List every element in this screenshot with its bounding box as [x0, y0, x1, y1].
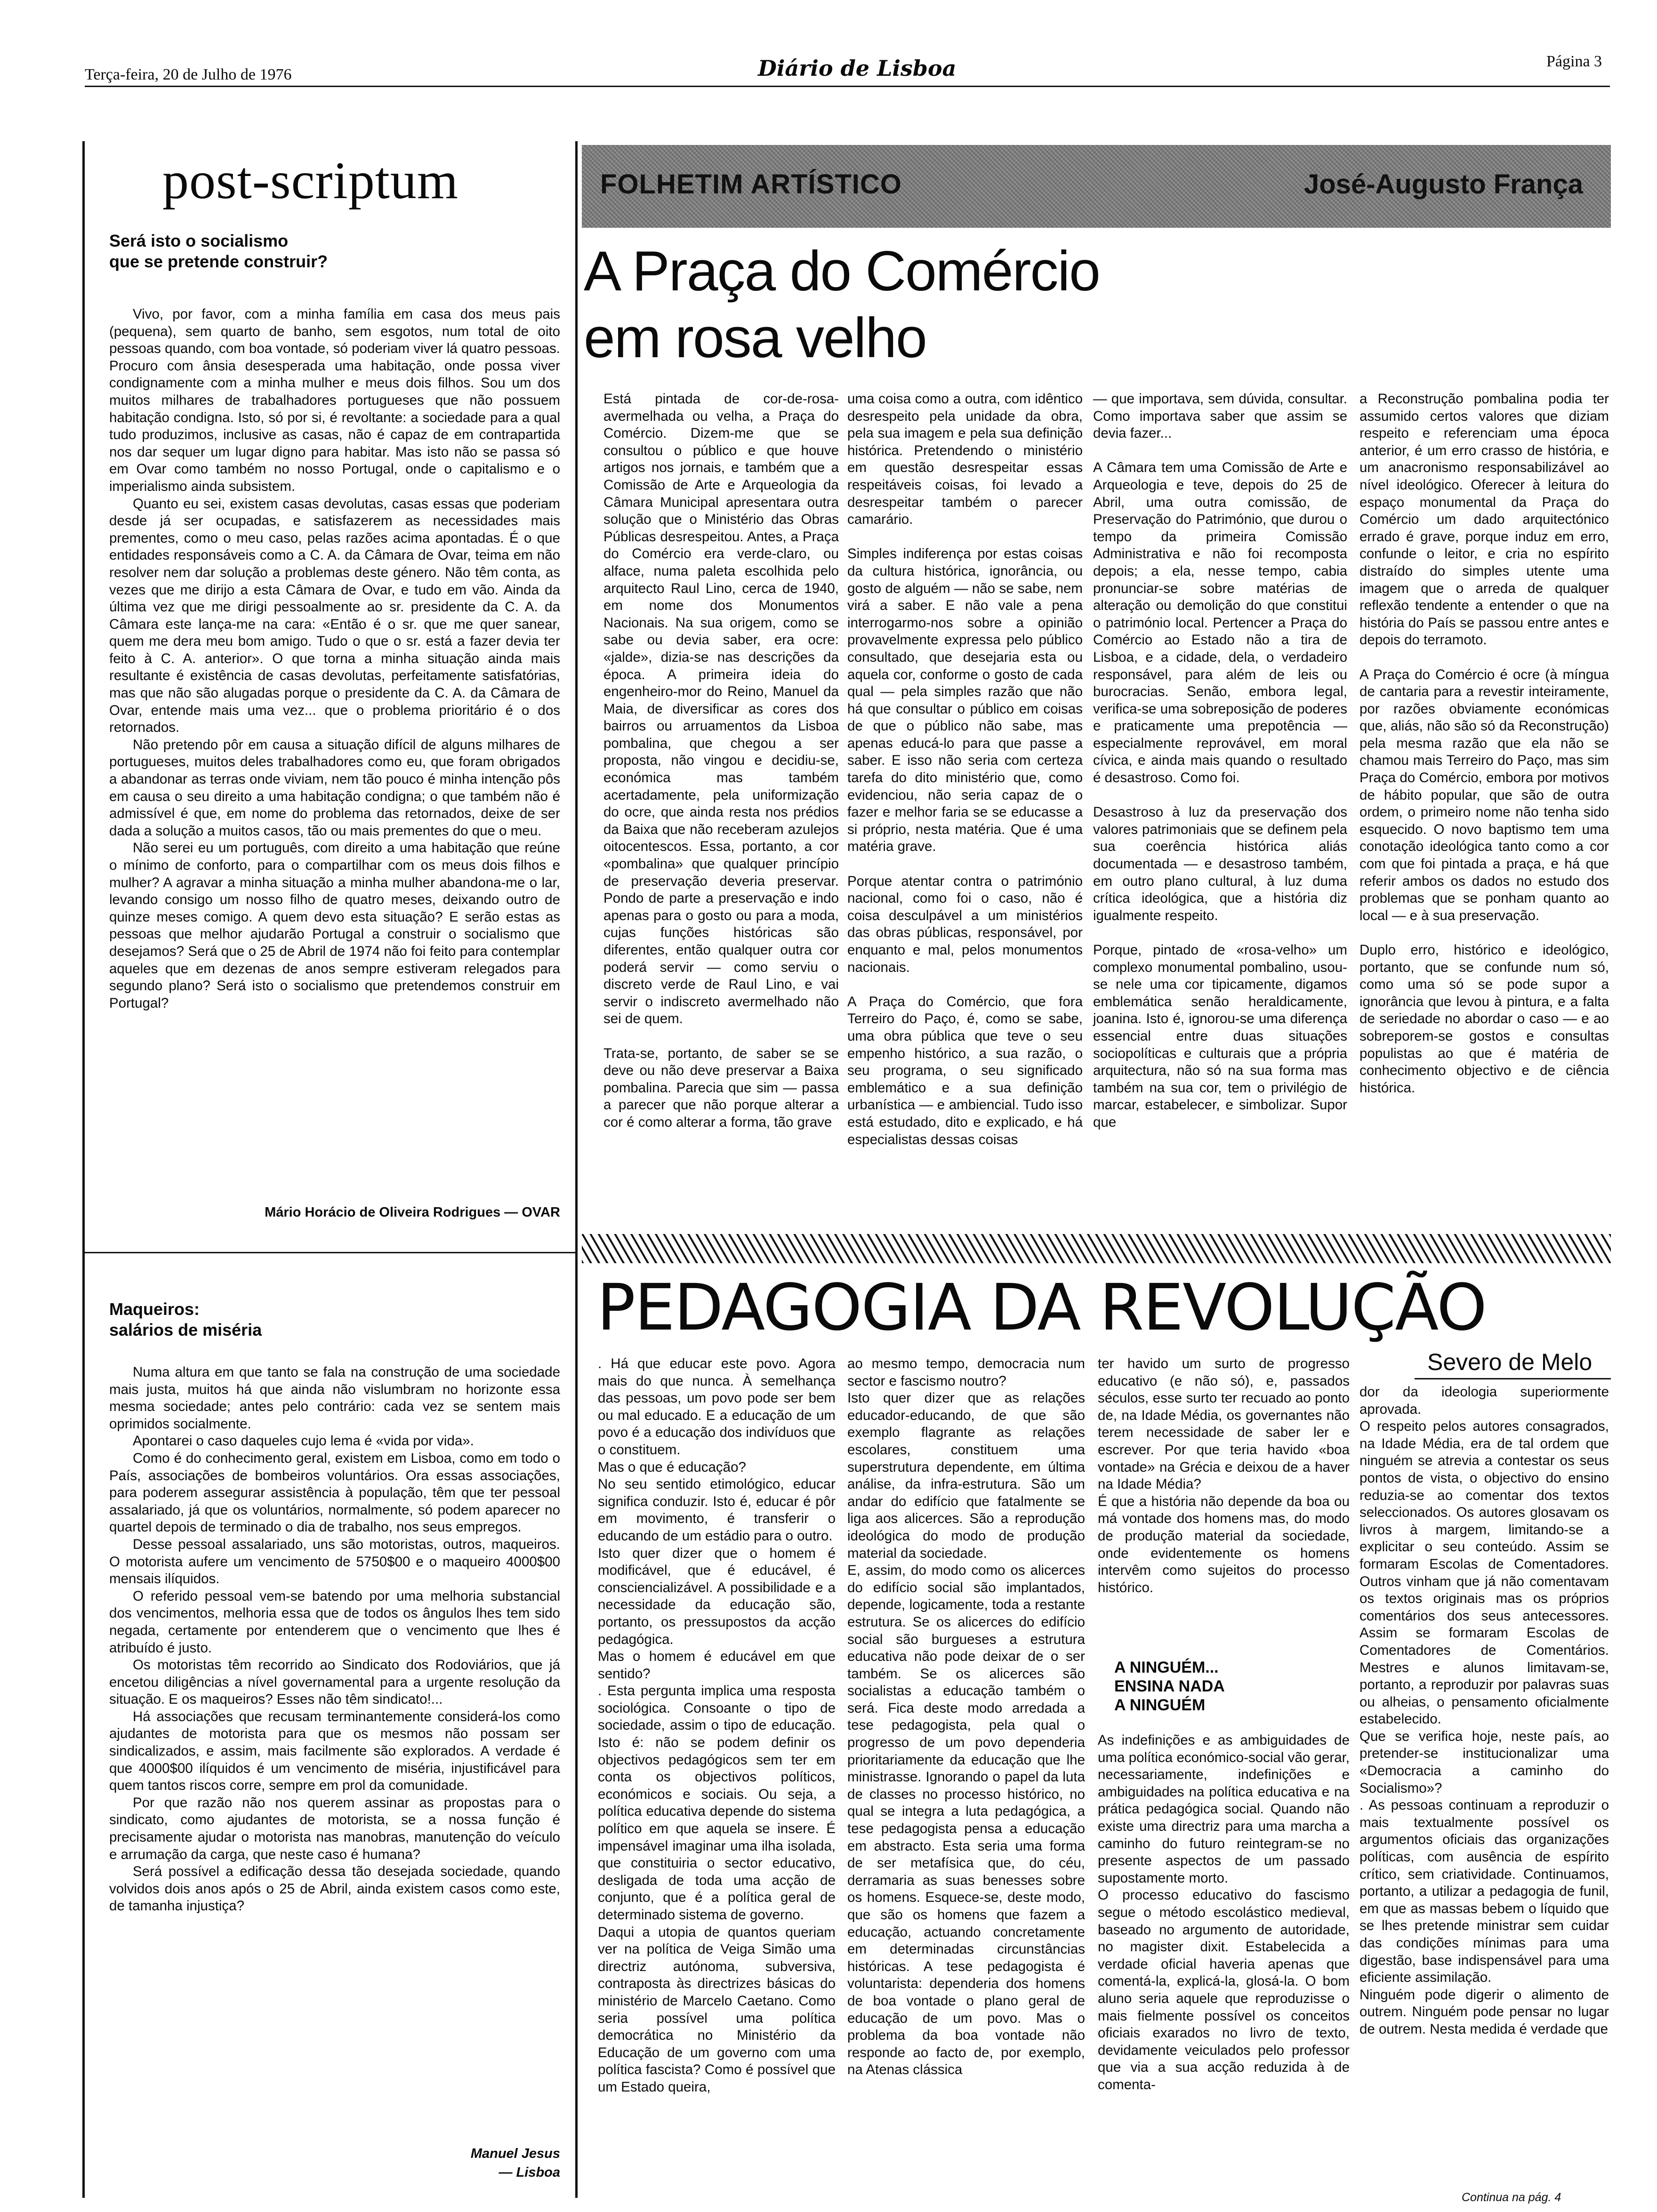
letter-signature-name: Manuel Jesus	[470, 2146, 560, 2161]
paragraph: Será possível a edificação dessa tão desejada sociedade, quando volvidos dois anos após o 25 de Abril, ainda existem casos como este, de tamanha injustiça?	[109, 1864, 560, 1914]
praca-column-4: a Reconstrução pombalina podia ter assumido certos valores que diziam respeito e referenciam uma época anterior, é um erro crasso de história, e um anacronismo responsabilizável ao nível ideológico. Oferecer à leitura do espaço monumental da Praça do Comércio um dado arquitectónico errado é grave, porque induz em erro, confunde o leitor, e cria no espírito distraído do simples utente uma imagem que o arreda de qualquer reflexão tendente a entender o que na história do País se passou entre antes e depois do terramoto. A Praça do Comércio é ocre (à míngua de cantaria para a revestir inteiramente, por razões obviamente económicas que, aliás, não são só da Reconstrução) pela mesma razão que ela não se chamou mais Terreiro do Paço, mas sim Praça do Comércio, embora por motivos de hábito popular, que são de outra ordem, o primeiro nome não tenha sido esquecido. O novo baptismo tem uma conotação ideológica tanto como a cor com que foi pintada a praça, e há que referir ambos os dados no estudo dos problemas que se ponham quanto ao local — e à sua preservação. Duplo erro, histórico e ideológico, portanto, que se confunde num só, como uma só se pode supor a ignorância que levou à pintura, e a falta de seriedade no abordar o caso — e ao sobreporem-se gostos e consultas populistas ao que é matéria de conhecimento objectivo e de ciência histórica.	[1359, 391, 1609, 1096]
article-headline-pedagogia: PEDAGOGIA DA REVOLUÇÃO	[597, 1271, 1487, 1345]
section-title-post-scriptum: post-scriptum	[162, 152, 458, 210]
pedagogia-column-4: dor da ideologia superiormente aprovada. O respeito pelos autores consagrados, na Idade Média, era de tal ordem que ninguém se atrevia a contestar os seus pontos de vista, o objectivo do ensino reduzia-se ao comentar dos textos seleccionados. Os autores glosavam os livros à margem, limitando-se a explicitar o seu conteúdo. Assim se formaram Escolas de Comentadores. Outros vinham que já não comentavam os textos originais mas os próprios comentários dos seus antecessores. Assim se formaram Escolas de Comentadores de Comentários. Mestres e alunos limitavam-se, portanto, a reproduzir por palavras suas ou alheias, o pensamento oficialmente estabelecido. Que se verifica hoje, neste país, ao pretender-se institucionalizar uma «Democracia a caminho do Socialismo»? . As pessoas continuam a reproduzir o mais textualmente possível os argumentos oficiais das organizações políticas, com ausência de espírito crítico, sem criatividade. Continuamos, portanto, a utilizar a pedagogia de funil, em que as massas bebem o líquido que se lhes pretende ministrar sem cuidar das condições mínimas para uma digestão, base indispensável para uma eficiente assimilação. Ninguém pode digerir o alimento de outrem. Ninguém pode pensar no lugar de outrem. Nesta medida é verdade que	[1359, 1384, 1609, 2037]
paragraph: Não pretendo pôr em causa a situação difícil de alguns milhares de portugueses, muitos deles trabalhadores como eu, que foram obrigados a abandonar as terras onde viviam, nem tão pouco é minha intenção pôs em causa o seu direito a uma habitação condigna; o que também não é admissível é que, em nome do problema das retornados, deixe de ser dada a solução a muitos casos, tão ou mais prementes do que o meu.	[109, 737, 560, 839]
subheading-ninguem: A NINGUÉM... ENSINA NADA A NINGUÉM	[1114, 1659, 1225, 1714]
newspaper-title: Diário de Lisboa	[758, 56, 957, 81]
paragraph: Quanto eu sei, existem casas devolutas, casas essas que poderiam desde já ser ocupadas, e satisfazerem as necessidades mais prementes, como o meu caso, pelas razões acima apontadas. É o que entidades responsáveis como a C. A. da Câmara de Ovar, teima em não resolver nem dar solução a problemas deste género. Não têm conta, as vezes que me dirijo a esta Câmara de Ovar, e tudo em vão. Ainda da última vez que me dirigi pessoalmente ao sr. presidente da C. A. da Câmara este lança-me na cara: «Então é o sr. que me quer sanear, quem me dera meu bom amigo. Tudo o que o sr. está a fazer devia ter feito à C. A. anterior». O que torna a minha situação ainda mais resultante é existência de casas devolutas, perfeitamente satisfatórias, mas que não são alugadas porque o presidente da C. A. da Câmara de Ovar, entende mais uma vez... que o problema prioritário é o dos retornados.	[109, 496, 560, 736]
letter-signature-place: — Lisboa	[499, 2165, 560, 2180]
page-number: Página 3	[1546, 53, 1602, 70]
pedagogia-column-3a: ter havido um surto de progresso educativo (e não só), e, passados séculos, esse surto ter recuado ao ponto de, na Idade Média, os governantes não terem necessidade de saber ler e escrever. Por que teria havido «boa vontade» na Grécia e deixou de a haver na Idade Média? É que a história não depende da boa ou má vontade dos homens mas, do modo de produção material da sociedade, onde evidentemente os homens intervêm como sujeitos do processo histórico.	[1098, 1356, 1350, 1595]
praca-column-2: uma coisa como a outra, com idêntico desrespeito pela unidade da obra, pela sua imagem e pela sua definição histórica. Pretendendo o ministério em questão desrespeitar essas respeitáveis coisas, foi levado a desrespeitar também o parecer camarário. Simples indiferença por estas coisas da cultura histórica, ignorância, ou gosto de alguém — não se sabe, nem virá a saber. E não vale a pena interrogarmo-nos sobre a opinião provavelmente expressa pelo público consultado, que desejaria esta ou aquela cor, conforme o gosto de cada qual — pela simples razão que não há que consultar o público em coisas de que o público não sabe, mas apenas educá-lo para que passe a saber. E isso não seria com certeza tarefa do dito ministério que, como evidenciou, não seria capaz de o fazer e melhor faria se se educasse a si próprio, nesta matéria. Que é uma matéria grave. Porque atentar contra o património nacional, como foi o caso, não é coisa desculpável a um ministérios das obras públicas, responsável, por enquanto e mal, pelos monumentos nacionais. A Praça do Comércio, que fora Terreiro do Paço, é, como se sabe, uma obra pública que teve o seu empenho histórico, a sua razão, o seu programa, o seu significado emblemático e a sua definição urbanística — e ambiencial. Tudo isso está estudado, dito e explicado, e há especialistas dessas coisas	[847, 391, 1083, 1147]
masthead-rule	[85, 86, 1610, 87]
author-underline	[1415, 1378, 1611, 1379]
paragraph: Há associações que recusam terminantemente considerá-los como ajudantes de motorista para que os mesmos não possam ser sindicalizados, e assim, mais facilmente são explorados. A verdade é que 4000$00 ilíquidos é um vencimento de miséria, injustificável para quem tantos riscos corre, sempre em prol da comunidade.	[109, 1708, 560, 1794]
folhetim-author: José-Augusto França	[1304, 169, 1583, 200]
pedagogia-author: Severo de Melo	[1427, 1349, 1593, 1375]
folhetim-label: FOLHETIM ARTÍSTICO	[600, 169, 902, 200]
paragraph: O referido pessoal vem-se batendo por uma melhoria substancial dos vencimentos, melhoria essa que de todos os ângulos lhes tem sido negada, certamente por entenderem que o vencimento que lhes é atribuído é justo.	[109, 1588, 560, 1656]
continued-note: Continua na pág. 4	[1462, 2191, 1561, 2204]
column-divider-rule	[575, 141, 578, 2198]
letter-body-maqueiros	[109, 1364, 560, 1915]
masthead-date: Terça-feira, 20 de Julho de 1976	[85, 66, 292, 83]
letter-body-socialismo	[109, 306, 560, 1012]
praca-column-3: — que importava, sem dúvida, consultar. Como importava saber que assim se devia fazer... A Câmara tem uma Comissão de Arte e Arqueologia e teve, depois do 25 de Abril, uma outra comissão, de Preservação do Património, que durou o tempo da primeira Comissão Administrativa e não foi recomposta depois; a ela, nesse tempo, cabia pronunciar-se sobre matérias de alteração ou demolição do que constitui o património local. Pertencer a Praça do Comércio ao Estado não a tira de Lisboa, e a cidade, dela, o verdadeiro responsável, para além de leis ou burocracias. Senão, embora legal, verifica-se uma sobreposição de poderes e praticamente uma prepotência — especialmente reprovável, em moral cívica, e ainda mais quando o resultado é desastroso. Como foi. Desastroso à luz da preservação dos valores patrimoniais que se definem pela sua coerência histórica aliás documentada — e desastroso também, em outro plano cultural, à luz duma crítica ideológica, que a história diz igualmente respeito. Porque, pintado de «rosa-velho» um complexo monumental pombalino, usou-se nele uma cor tipicamente, digamos emblemática senão heraldicamente, joanina. Isto é, ignorou-se uma diferença essencial entre duas situações sociopolíticas e culturais que a própria arquitectura, não só na sua forma mas também na sua cor, tem o privilégio de marcar, estabelecer, e simbolizar. Supor que	[1093, 391, 1347, 1130]
pedagogia-column-2: ao mesmo tempo, democracia num sector e fascismo noutro? Isto quer dizer que as relações educador-educando, de que são exemplo flagrante as relações escolares, constituem uma superstrutura dependente, em última análise, da infra-estrutura. São um andar do edifício que fatalmente se liga aos alicerces. São a reprodução ideológica do modo de produção material da sociedade. E, assim, do modo como os alicerces do edifício social são implantados, depende, logicamente, toda a restante estrutura. Se os alicerces do edifício social são burgueses a estrutura educativa não pode deixar de o ser também. Se os alicerces são socialistas a educação também o será. Fica deste modo arredada a tese pedagogista, pela qual o progresso de um povo dependeria prioritariamente da educação que lhe ministrasse. Ignorando o papel da luta de classes no processo histórico, no qual se integra a luta pedagógica, a tese pedagogista pensa a educação em abstracto. Esta seria uma forma de ser metafísica que, do céu, derramaria as suas benesses sobre os homens. Esquece-se, deste modo, que são os homens que fazem a educação, actuando concretamente em determinadas circunstâncias históricas. A tese pedagogista é voluntarista: dependeria dos homens de boa vontade o plano geral de educação de um povo. Mas o problema da boa vontade não responde ao facto de, por exemplo, na Atenas clássica	[847, 1356, 1085, 2078]
left-border-rule	[82, 141, 85, 2198]
headline-line-2: em rosa velho	[584, 306, 926, 369]
paragraph: Desse pessoal assalariado, uns são motoristas, outros, maqueiros. O motorista aufere um vencimento de 5750$00 e o maqueiro 4000$00 mensais ilíquidos.	[109, 1536, 560, 1587]
pedagogia-column-3b: As indefinições e as ambiguidades de uma política económico-social vão gerar, necessariamente, indefinições e ambiguidades na política educativa e na prática pedagógica social. Quando não existe uma directriz para uma marcha a caminho do futuro reintegram-se no presente aspectos de um passado supostamente morto. O processo educativo do fascismo segue o método escolástico medieval, baseado no argumento de autoridade, no magister dixit. Estabelecida a verdade oficial haveria apenas que comentá-la, explicá-la, glosá-la. O bom aluno seria aquele que reproduzisse o mais fielmente possível os conceitos oficiais exarados no livro de texto, devidamente veiculados pelo professor que via a sua acção reduzida à de comenta-	[1098, 1732, 1350, 2092]
paragraph: Vivo, por favor, com a minha família em casa dos meus pais (pequena), sem quarto de banho, sem esgotos, num total de oito pessoas quando, com boa vontade, só poderiam viver lá quatro pessoas. Procuro com ânsia desesperada uma habitação, onde possa viver condignamente com a minha mulher e meus dois filhos. Sou um dos muitos milhares de trabalhadores portugueses que não possuem habitação condigna. Isto, só por si, é revoltante: a sociedade para a qual tudo produzimos, inclusive as casas, não é capaz de em contrapartida nos dar sequer um lugar digno para habitar. Mas isto não se passa só em Ovar como também no nosso Portugal, onde o capitalismo e o imperialismo ainda subsistem.	[109, 306, 560, 494]
paragraph: Como é do conhecimento geral, existem em Lisboa, como em todo o País, associações de bombeiros voluntários. Ora essas associações, para poderem assegurar assistência à população, têm que ter pessoal assalariado, já que os voluntários, normalmente, só podem aparecer no quartel depois de terminado o dia de trabalho, nos seus empregos.	[109, 1450, 560, 1535]
praca-column-1: Está pintada de cor-de-rosa-avermelhada ou velha, a Praça do Comércio. Dizem-me que se consultou o público e que houve artigos nos jornais, e também que a Comissão de Arte e Arqueologia da Câmara Municipal apresentara outra solução que o Ministério das Obras Públicas desrespeitou. Antes, a Praça do Comércio era verde-claro, ou alface, numa paleta escolhida pelo arquitecto Raul Lino, cerca de 1940, em nome dos Monumentos Nacionais. Na sua origem, como se sabe ou devia saber, era ocre: «jalde», dizia-se nas descrições da época. A primeira ideia do engenheiro-mor do Reino, Manuel da Maia, de diversificar as cores dos bairros ou arruamentos da Lisboa pombalina, que chegou a ser proposta, não vingou e decidiu-se, económica mas também acertadamente, pela uniformização do ocre, que ainda resta nos prédios da Baixa que não receberam azulejos oitocentescos. Essa, portanto, a cor «pombalina» que qualquer princípio de preservação deveria preservar. Pondo de parte a preservação e indo apenas para o gosto ou para a moda, cujas funções históricas são diferentes, então qualquer outra cor poderá servir — como serviu o discreto verde de Raul Lino, e vai servir o indiscreto avermelhado não sei de quem. Trata-se, portanto, de saber se se deve ou não deve preservar a Baixa pombalina. Parecia que sim — passa a parecer que não porque alterar a cor é como alterar a forma, tão grave	[603, 391, 839, 1130]
pedagogia-column-1: . Há que educar este povo. Agora mais do que nunca. À semelhança das pessoas, um povo pode ser bem ou mal educado. E a educação de um povo é a educação dos indivíduos que o constituem. Mas o que é educação? No seu sentido etimológico, educar significa conduzir. Isto é, educar é pôr em movimento, é transferir o educando de um estádio para o outro. Isto quer dizer que o homem é modificável, que é educável, é consciencializável. A possibilidade e a necessidade da educação são, portanto, os pressupostos da acção pedagógica. Mas o homem é educável em que sentido? . Esta pergunta implica uma resposta sociológica. Consoante o tipo de sociedade, assim o tipo de educação. Isto é: não se podem definir os objectivos pedagógicos sem ter em conta os objectivos políticos, económicos e sociais. Ou seja, a política educativa depende do sistema político em que aquela se insere. É impensável imaginar uma ilha isolada, que constituiria o sector educativo, desligada de toda uma acção de conjunto, que é a política geral de determinado sistema de governo. Daqui a utopia de quantos queriam ver na política de Veiga Simão uma directriz autónoma, subversiva, contraposta às directrizes básicas do ministério de Marcelo Caetano. Como seria possível uma política democrática no Ministério da Educação de um governo com uma política fascista? Como é possível que um Estado queira,	[598, 1356, 836, 2095]
paragraph: Apontarei o caso daqueles cujo lema é «vida por vida».	[133, 1433, 474, 1449]
letter-divider-rule	[85, 1252, 575, 1253]
hatched-separator	[582, 1234, 1611, 1263]
article-headline-praca	[584, 238, 1100, 371]
letter-heading-socialismo: Será isto o socialismo que se pretende construir?	[109, 231, 328, 271]
paragraph: Numa altura em que tanto se fala na construção de uma sociedade mais justa, muitos há que ainda não vislumbram no horizonte essa mesma sociedade; antes pelo contrário: cada vez se sentem mais oprimidos socialmente.	[109, 1364, 560, 1432]
headline-line-1: A Praça do Comércio	[584, 240, 1100, 303]
letter-heading-maqueiros: Maqueiros: salários de miséria	[109, 1299, 262, 1339]
paragraph: Os motoristas têm recorrido ao Sindicato dos Rodoviários, que já encetou diligências a nível governamental para a urgente resolução da situação. E os maqueiros? Esses não têm sindicato!...	[109, 1657, 560, 1707]
paragraph: Por que razão não nos querem assinar as propostas para o sindicato, como ajudantes de motorista, se a nossa função é precisamente ajudar o motorista nas manobras, manutenção do veículo e arrumação da carga, que neste caso é humana?	[109, 1795, 560, 1862]
paragraph: Não serei eu um português, com direito a uma habitação que reúne o mínimo de conforto, para o compartilhar com os meus dois filhos e mulher? A agravar a minha situação a minha mulher abandona-me o lar, levando consigo um nosso filho de quatro meses, deixando outro de quinze meses comigo. A quem devo esta situação? E serão estas as pessoas que melhor ajudarão Portugal a construir o socialismo que desejamos? Será que o 25 de Abril de 1974 não foi feito para contemplar aqueles que em dezenas de anos sempre estiveram relegados para segundo plano? Será isto o socialismo que pretendemos construir em Portugal?	[109, 840, 560, 1011]
letter-signature-ovar: Mário Horácio de Oliveira Rodrigues — OVAR	[265, 1205, 560, 1220]
